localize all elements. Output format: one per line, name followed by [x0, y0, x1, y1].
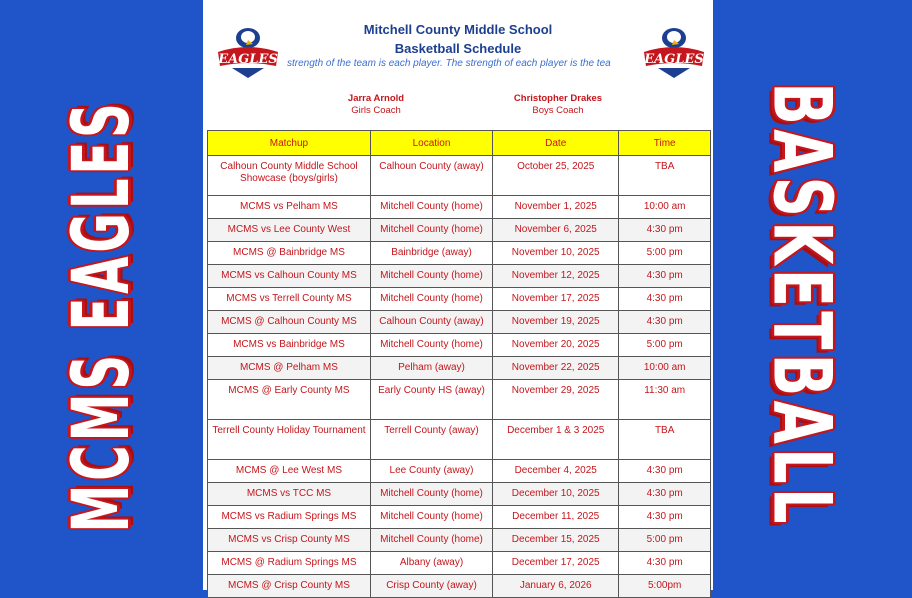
cell-matchup: MCMS vs Pelham MS [208, 196, 371, 219]
cell-location: Mitchell County (home) [370, 288, 492, 311]
table-row [208, 483, 711, 506]
header-date: Date [493, 131, 619, 156]
table-row [208, 334, 711, 357]
cell-date: January 6, 2026 [493, 575, 619, 598]
team-motto: strength of the team is each player. The strength of each player is the tea [287, 58, 611, 69]
header-time: Time [619, 131, 711, 156]
schedule-title: Basketball Schedule [394, 41, 522, 56]
cell-location: Early County HS (away) [370, 380, 492, 420]
page-title [203, 20, 713, 58]
cell-date: November 29, 2025 [493, 380, 619, 420]
cell-date: November 12, 2025 [493, 265, 619, 288]
cell-time: 10:00 am [619, 357, 711, 380]
table-row [208, 380, 711, 420]
cell-location: Mitchell County (home) [370, 265, 492, 288]
cell-matchup: MCMS @ Early County MS [208, 380, 371, 420]
header-location: Location [370, 131, 492, 156]
cell-date: December 11, 2025 [493, 506, 619, 529]
cell-matchup: MCMS @ Calhoun County MS [208, 311, 371, 334]
cell-matchup: MCMS @ Radium Springs MS [208, 552, 371, 575]
cell-time: 4:30 pm [619, 506, 711, 529]
schedule-table [207, 130, 711, 598]
cell-matchup: MCMS @ Pelham MS [208, 357, 371, 380]
cell-date: December 4, 2025 [493, 460, 619, 483]
cell-location: Calhoun County (away) [370, 311, 492, 334]
cell-matchup: MCMS vs Radium Springs MS [208, 506, 371, 529]
svg-text:EAGLES: EAGLES [218, 52, 278, 67]
cell-matchup: MCMS vs Calhoun County MS [208, 265, 371, 288]
cell-location: Terrell County (away) [370, 420, 492, 460]
cell-date: November 6, 2025 [493, 219, 619, 242]
girls-coach [321, 93, 431, 117]
cell-time: 4:30 pm [619, 219, 711, 242]
cell-location: Mitchell County (home) [370, 506, 492, 529]
cell-time: 5:00 pm [619, 529, 711, 552]
boys-coach-name: Christopher Drakes [513, 93, 603, 104]
cell-location: Lee County (away) [370, 460, 492, 483]
cell-matchup: MCMS @ Crisp County MS [208, 575, 371, 598]
table-row [208, 219, 711, 242]
table-row [208, 357, 711, 380]
cell-location: Pelham (away) [370, 357, 492, 380]
cell-time: 4:30 pm [619, 311, 711, 334]
cell-time: TBA [619, 156, 711, 196]
cell-time: 4:30 pm [619, 552, 711, 575]
table-row [208, 529, 711, 552]
cell-date: November 22, 2025 [493, 357, 619, 380]
cell-time: 4:30 pm [619, 288, 711, 311]
girls-coach-name: Jarra Arnold [347, 93, 405, 104]
cell-matchup: MCMS vs Bainbridge MS [208, 334, 371, 357]
table-row [208, 575, 711, 598]
header-matchup: Matchup [208, 131, 371, 156]
table-row [208, 420, 711, 460]
cell-location: Mitchell County (home) [370, 483, 492, 506]
cell-matchup: Terrell County Holiday Tournament [208, 420, 371, 460]
table-row [208, 552, 711, 575]
cell-time: 5:00 pm [619, 334, 711, 357]
right-banner-text: BASKETBALL [755, 82, 849, 528]
table-row [208, 265, 711, 288]
cell-matchup: MCMS @ Lee West MS [208, 460, 371, 483]
cell-time: 4:30 pm [619, 460, 711, 483]
table-header-row [208, 131, 711, 156]
cell-location: Mitchell County (home) [370, 529, 492, 552]
boys-coach-role: Boys Coach [532, 105, 584, 116]
cell-time: TBA [619, 420, 711, 460]
cell-date: December 15, 2025 [493, 529, 619, 552]
school-name: Mitchell County Middle School [363, 22, 553, 37]
cell-location: Albany (away) [370, 552, 492, 575]
cell-time: 4:30 pm [619, 483, 711, 506]
cell-location: Mitchell County (home) [370, 196, 492, 219]
cell-location: Mitchell County (home) [370, 334, 492, 357]
cell-location: Calhoun County (away) [370, 156, 492, 196]
cell-location: Mitchell County (home) [370, 219, 492, 242]
cell-matchup: MCMS @ Bainbridge MS [208, 242, 371, 265]
cell-matchup: MCMS vs Lee County West [208, 219, 371, 242]
cell-matchup: MCMS vs Crisp County MS [208, 529, 371, 552]
table-row [208, 156, 711, 196]
cell-date: November 1, 2025 [493, 196, 619, 219]
cell-date: November 20, 2025 [493, 334, 619, 357]
left-banner-text: MCMS EAGLES [57, 99, 147, 533]
svg-text:EAGLES: EAGLES [644, 52, 704, 67]
cell-location: Crisp County (away) [370, 575, 492, 598]
cell-date: November 19, 2025 [493, 311, 619, 334]
cell-time: 11:30 am [619, 380, 711, 420]
cell-date: October 25, 2025 [493, 156, 619, 196]
table-row [208, 506, 711, 529]
girls-coach-role: Girls Coach [351, 105, 401, 116]
table-row [208, 242, 711, 265]
boys-coach [498, 93, 618, 117]
cell-matchup: Calhoun County Middle School Showcase (boys/girls) [208, 156, 371, 196]
cell-matchup: MCMS vs Terrell County MS [208, 288, 371, 311]
cell-time: 4:30 pm [619, 265, 711, 288]
table-row [208, 460, 711, 483]
cell-date: November 17, 2025 [493, 288, 619, 311]
table-row [208, 311, 711, 334]
cell-date: November 10, 2025 [493, 242, 619, 265]
cell-matchup: MCMS vs TCC MS [208, 483, 371, 506]
cell-date: December 1 & 3 2025 [493, 420, 619, 460]
cell-time: 10:00 am [619, 196, 711, 219]
table-row [208, 288, 711, 311]
cell-time: 5:00pm [619, 575, 711, 598]
cell-date: December 17, 2025 [493, 552, 619, 575]
cell-date: December 10, 2025 [493, 483, 619, 506]
table-row [208, 196, 711, 219]
schedule-sheet [203, 0, 713, 590]
cell-location: Bainbridge (away) [370, 242, 492, 265]
cell-time: 5:00 pm [619, 242, 711, 265]
